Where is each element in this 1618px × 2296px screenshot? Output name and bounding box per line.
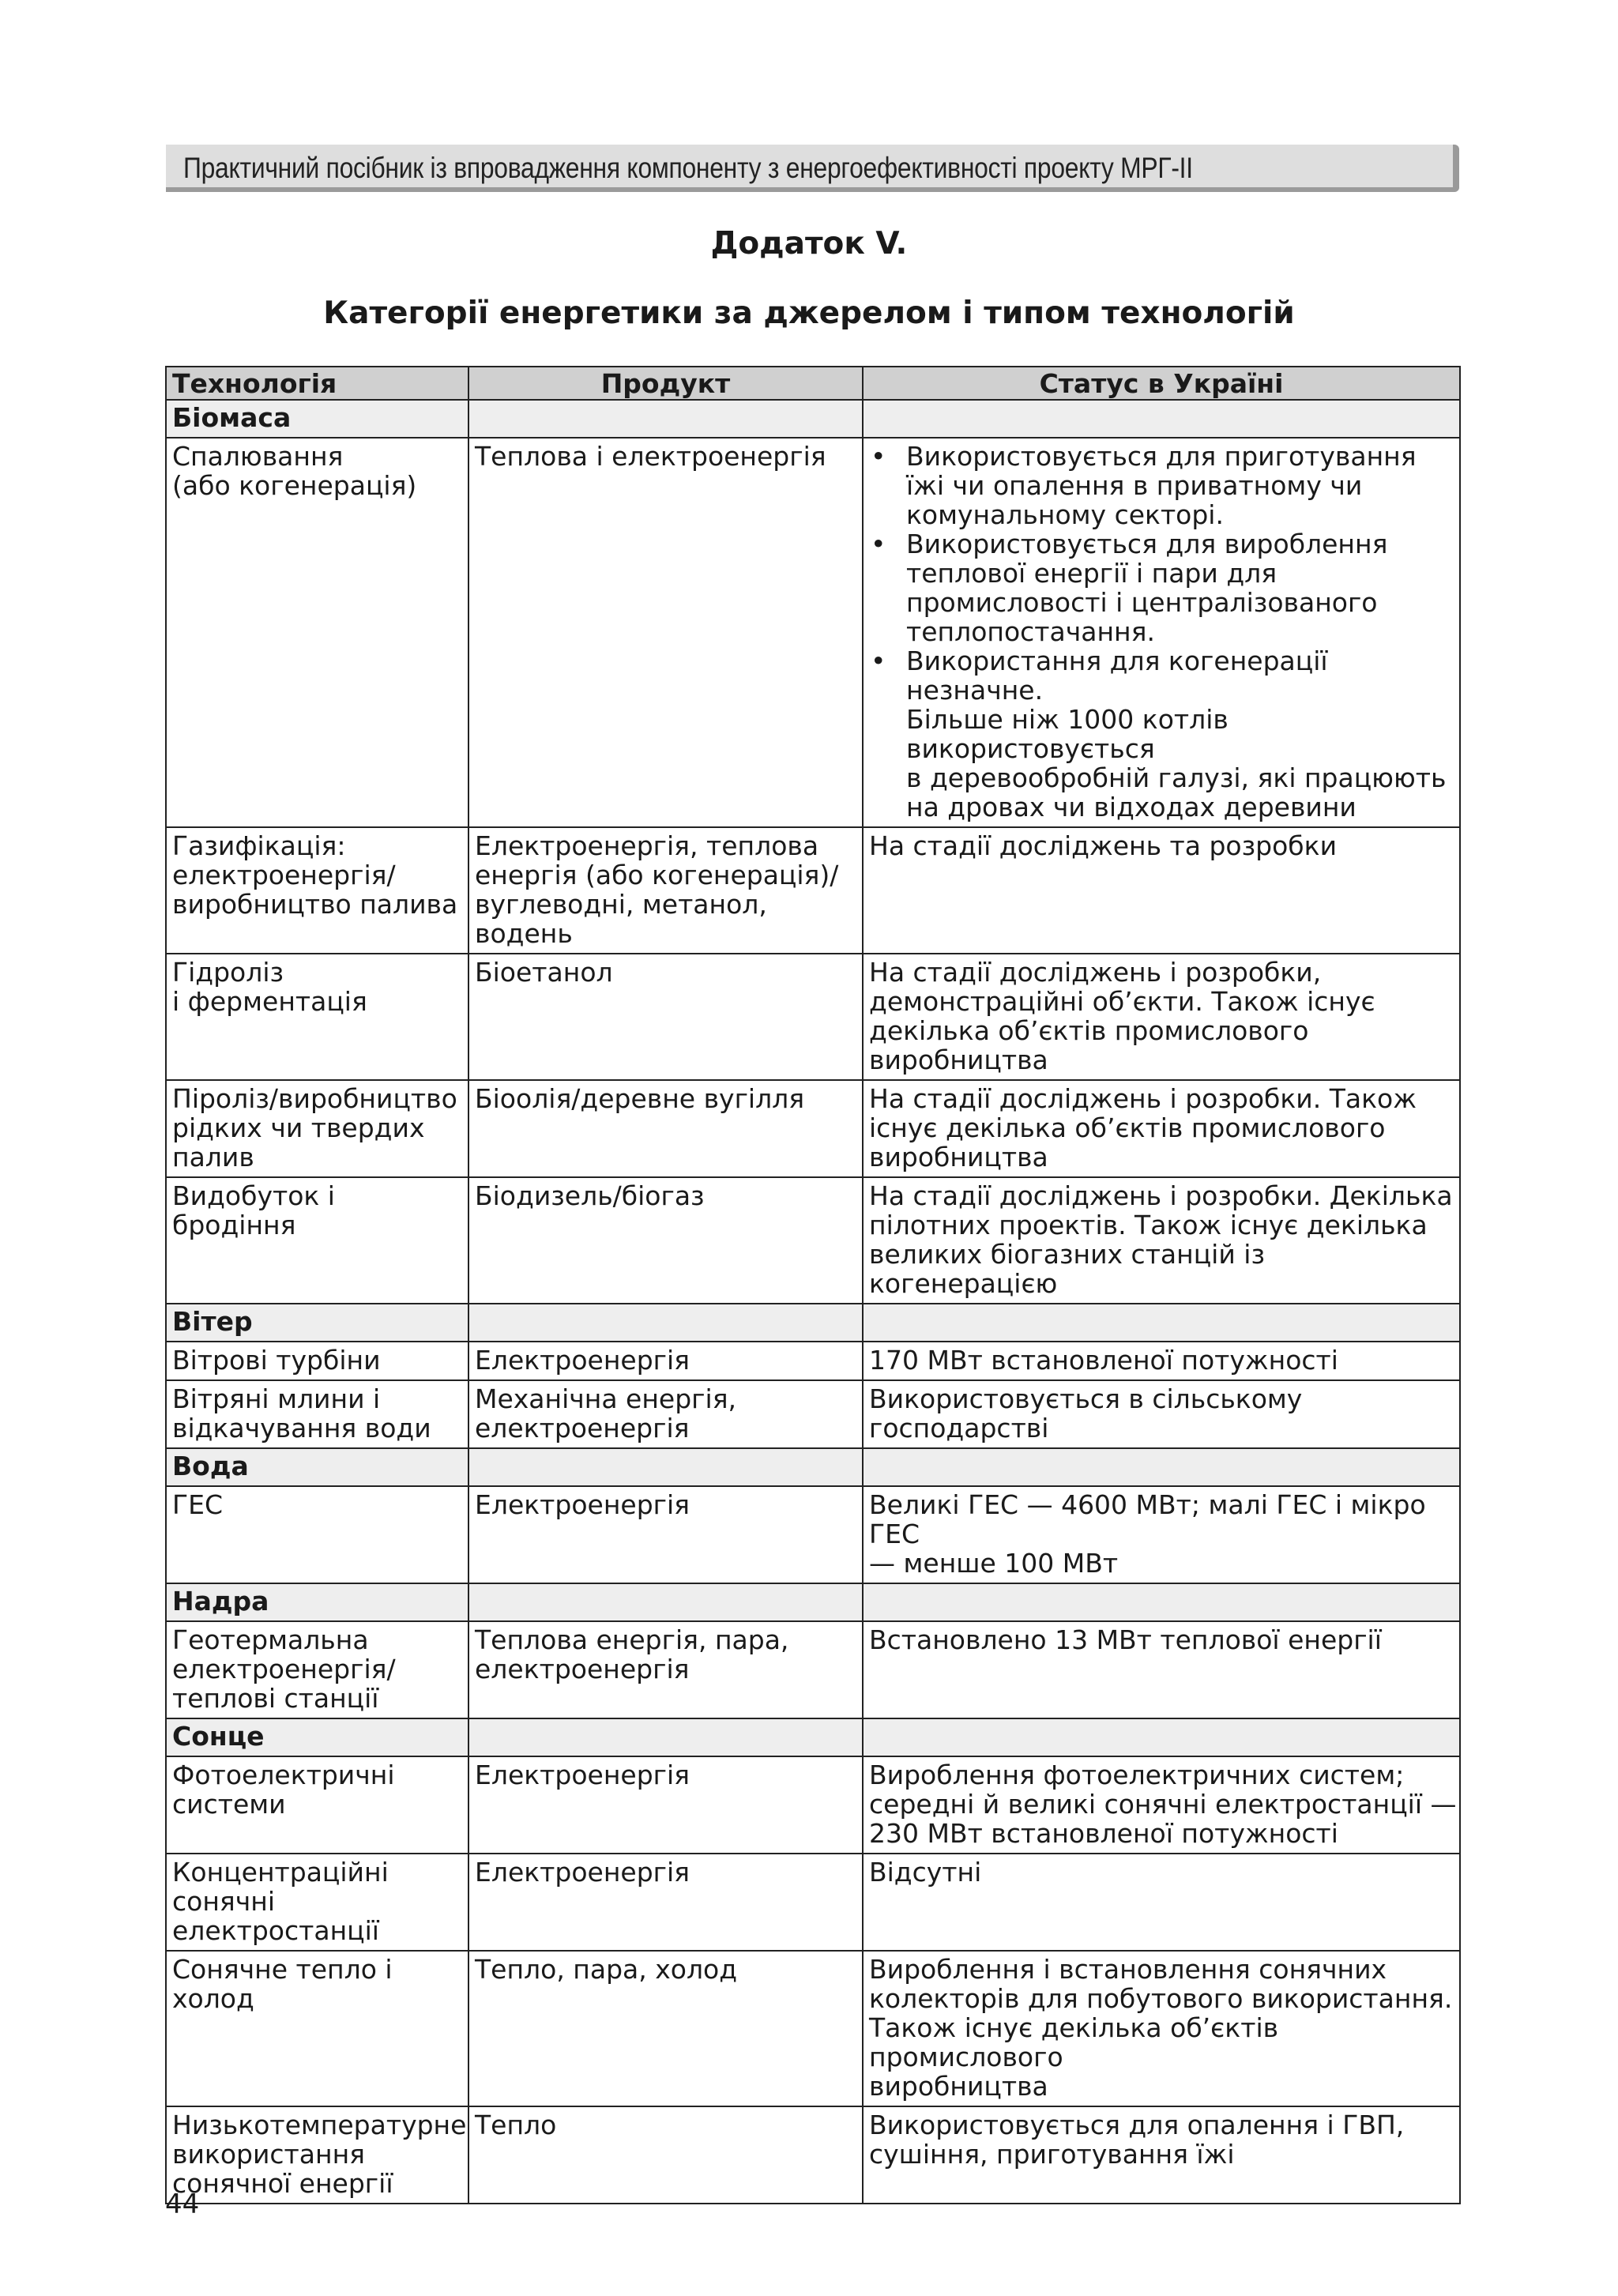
table-row xyxy=(166,1854,1460,1951)
status-cell: На стадії досліджень та розробки xyxy=(863,827,1460,954)
section-empty-cell xyxy=(863,1718,1460,1756)
technology-cell: Гідроліз і ферментація xyxy=(166,954,468,1080)
technology-cell: Сонячне тепло і холод xyxy=(166,1951,468,2106)
status-bullet-item: • Використовується для приготування їжі чи опалення в приватному чи комунальному секторі. xyxy=(869,442,1458,529)
section-name: Надра xyxy=(166,1583,468,1621)
section-empty-cell xyxy=(468,400,863,438)
section-row xyxy=(166,1718,1460,1756)
section-empty-cell xyxy=(468,1448,863,1486)
table-row xyxy=(166,1177,1460,1304)
status-cell: Відсутні xyxy=(863,1854,1460,1951)
product-cell: Біодизель/біогаз xyxy=(468,1177,863,1304)
table-row xyxy=(166,2106,1460,2204)
page-number: 44 xyxy=(165,2189,200,2220)
status-cell: Використовується для опалення і ГВП, сушіння, приготування їжі xyxy=(863,2106,1460,2204)
status-cell xyxy=(863,438,1460,827)
technology-cell: Геотермальна електроенергія/ теплові станції xyxy=(166,1621,468,1718)
section-row xyxy=(166,1448,1460,1486)
technology-cell: Концентраційні сонячні електростанції xyxy=(166,1854,468,1951)
section-empty-cell xyxy=(468,1583,863,1621)
product-cell: Теплова і електроенергія xyxy=(468,438,863,827)
running-header-title: Практичний посібник із впровадження компоненту з енергоефективності проекту МРГ-ІІ xyxy=(183,152,1193,184)
technology-cell: Газифікація: електроенергія/ виробництво палива xyxy=(166,827,468,954)
table-row xyxy=(166,1342,1460,1380)
technology-cell: Видобуток і бродіння xyxy=(166,1177,468,1304)
status-cell: 170 МВт встановленої потужності xyxy=(863,1342,1460,1380)
table-row xyxy=(166,1621,1460,1718)
section-empty-cell xyxy=(863,1448,1460,1486)
section-empty-cell xyxy=(468,1718,863,1756)
section-empty-cell xyxy=(863,1583,1460,1621)
status-cell: На стадії досліджень і розробки. Декілька пілотних проектів. Також існує декілька великих біогазних станцій із когенерацією xyxy=(863,1177,1460,1304)
section-name: Сонце xyxy=(166,1718,468,1756)
technology-cell: Вітряні млини і відкачування води xyxy=(166,1380,468,1448)
product-cell: Тепло xyxy=(468,2106,863,2204)
technology-cell: Вітрові турбіни xyxy=(166,1342,468,1380)
product-cell: Електроенергія xyxy=(468,1756,863,1854)
technology-cell: ГЕС xyxy=(166,1486,468,1583)
column-header-status: Статус в Україні xyxy=(863,367,1460,400)
product-cell: Біоолія/деревне вугілля xyxy=(468,1080,863,1177)
product-cell: Електроенергія, теплова енергія (або когенерація)/ вуглеводні, метанол, водень xyxy=(468,827,863,954)
table-row xyxy=(166,1080,1460,1177)
appendix-subtitle: Категорії енергетики за джерелом і типом технологій xyxy=(323,295,1295,331)
technology-cell: Фотоелектричні системи xyxy=(166,1756,468,1854)
product-cell: Біоетанол xyxy=(468,954,863,1080)
column-header-product: Продукт xyxy=(468,367,863,400)
section-name: Біомаса xyxy=(166,400,468,438)
status-cell: Вироблення і встановлення сонячних колекторів для побутового використання. Також існує декілька об’єктів промислового виробництва xyxy=(863,1951,1460,2106)
product-cell: Електроенергія xyxy=(468,1342,863,1380)
section-row xyxy=(166,1583,1460,1621)
table-row xyxy=(166,1486,1460,1583)
status-cell: На стадії досліджень і розробки, демонстраційні об’єкти. Також існує декілька об’єктів промислового виробництва xyxy=(863,954,1460,1080)
section-name: Вода xyxy=(166,1448,468,1486)
product-cell: Електроенергія xyxy=(468,1486,863,1583)
product-cell: Електроенергія xyxy=(468,1854,863,1951)
status-bullet-item: • Використання для когенерації незначне. Більше ніж 1000 котлів використовується в деревообробній галузі, які працюють на дровах чи відходах деревини xyxy=(869,646,1458,822)
section-empty-cell xyxy=(468,1304,863,1342)
energy-categories-table xyxy=(165,366,1461,2204)
appendix-title: Додаток V. xyxy=(710,226,908,262)
technology-cell: Низькотемпературне використання сонячної енергії xyxy=(166,2106,468,2204)
section-empty-cell xyxy=(863,400,1460,438)
table-row xyxy=(166,827,1460,954)
table-row xyxy=(166,1756,1460,1854)
section-name: Вітер xyxy=(166,1304,468,1342)
status-bullet-item: • Використовується для вироблення теплової енергії і пари для промисловості і централізованого теплопостачання. xyxy=(869,529,1458,646)
section-row xyxy=(166,1304,1460,1342)
section-empty-cell xyxy=(863,1304,1460,1342)
running-header xyxy=(166,145,1459,192)
status-cell: На стадії досліджень і розробки. Також існує декілька об’єктів промислового виробництва xyxy=(863,1080,1460,1177)
product-cell: Теплова енергія, пара, електроенергія xyxy=(468,1621,863,1718)
status-cell: Великі ГЕС — 4600 МВт; малі ГЕС і мікро ГЕС — менше 100 МВт xyxy=(863,1486,1460,1583)
table-row xyxy=(166,1380,1460,1448)
table-row xyxy=(166,954,1460,1080)
section-row xyxy=(166,400,1460,438)
product-cell: Механічна енергія, електроенергія xyxy=(468,1380,863,1448)
technology-cell: Піроліз/виробництво рідких чи твердих палив xyxy=(166,1080,468,1177)
column-header-technology: Технологія xyxy=(166,367,468,400)
status-cell: Використовується в сільському господарстві xyxy=(863,1380,1460,1448)
table-body xyxy=(166,400,1460,2204)
product-cell: Тепло, пара, холод xyxy=(468,1951,863,2106)
table-row xyxy=(166,438,1460,827)
status-cell: Встановлено 13 МВт теплової енергії xyxy=(863,1621,1460,1718)
table-header-row xyxy=(166,367,1460,400)
technology-cell: Спалювання (або когенерація) xyxy=(166,438,468,827)
status-cell: Вироблення фотоелектричних систем; середні й великі сонячні електростанції — 230 МВт встановленої потужності xyxy=(863,1756,1460,1854)
table-row xyxy=(166,1951,1460,2106)
status-bullet-list xyxy=(869,442,1458,822)
